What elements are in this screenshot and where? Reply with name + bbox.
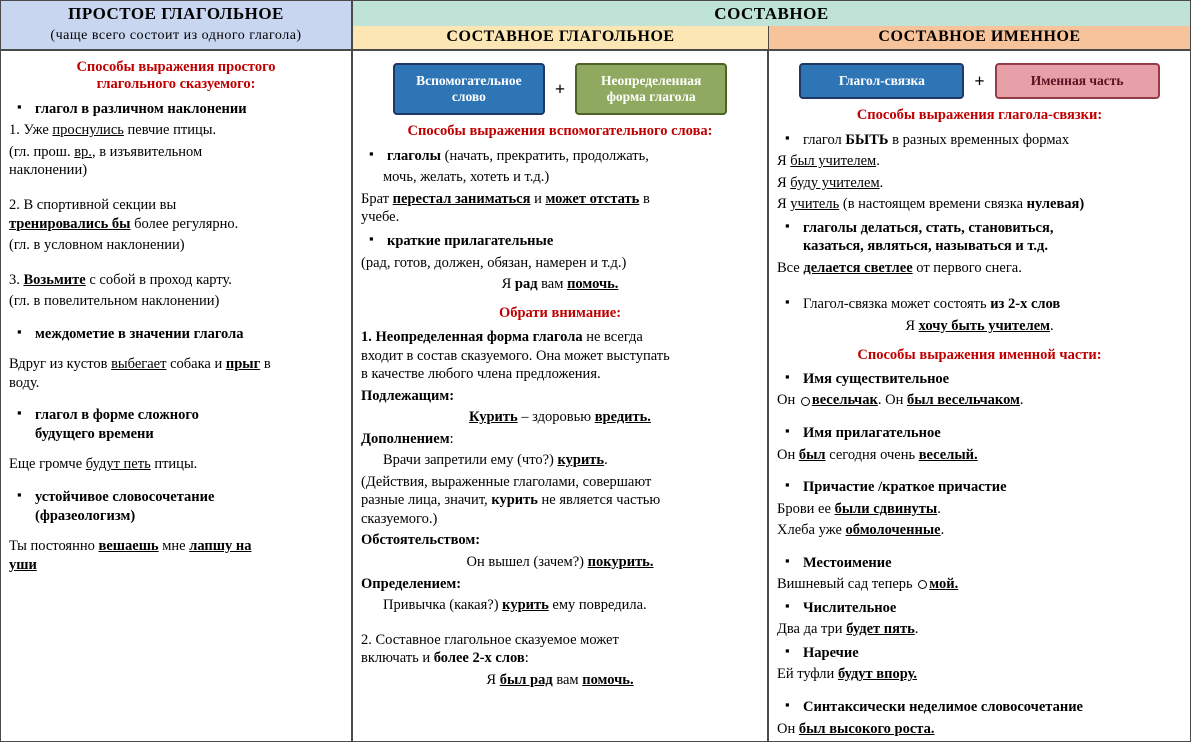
col3-nom-4-example: Вишневый сад теперь мой. — [777, 576, 959, 593]
col1-example-3-note: (гл. в повелительном наклонении) — [9, 293, 220, 310]
col1-example-1: 1. Уже проснулись певчие птицы. — [9, 122, 217, 139]
circle-marker-icon-2 — [918, 580, 927, 589]
col2-note-1: 1. Неопределенная форма глагола не всегда входит в состав сказуемого. Она может выступать в качестве любого члена предложения. — [361, 328, 670, 383]
header-compound-verbal: СОСТАВНОЕ ГЛАГОЛЬНОЕ — [352, 26, 768, 50]
col3-nom-3-example-1: Брови ее были сдвинуты. — [777, 500, 941, 517]
col1-example-5: Еще громче будут петь птицы. — [9, 456, 198, 473]
col3-nom-7: ▪ Синтаксически неделимое словосочетание — [777, 698, 1182, 717]
col2-role-adverbial-label: Обстоятельством: — [361, 532, 481, 549]
col1-title — [9, 59, 343, 94]
col2-formula — [361, 63, 759, 115]
col1-title-line2: глагольного сказуемого: — [96, 76, 256, 93]
header-compound-title: СОСТАВНОЕ — [352, 0, 1191, 26]
col3-nom-6-example: Ей туфли будут впору. — [777, 666, 918, 683]
col2-role-attribute-example: Привычка (какая?) курить ему повредила. — [383, 597, 647, 614]
col3-bullet-2: ▪ глаголы делаться, стать, становиться, казаться, являться, называться и т.д. — [777, 219, 1182, 256]
col3-bullet-3: ▪ Глагол-связка может состоять из 2-х слов — [777, 295, 1182, 314]
aux-word-box: Вспомогательное слово — [393, 63, 545, 115]
col2-bullet-1-line2: мочь, желать, хотеть и т.д.) — [383, 169, 550, 186]
col1-example-2: 2. В спортивной секции вы тренировались бы более регулярно. — [9, 196, 239, 232]
linking-verb-box: Глагол-связка — [799, 63, 964, 99]
col3-nom-7-example: Он был высокого роста. — [777, 720, 935, 737]
col2-note-2: 2. Составное глагольное сказуемое может включать и более 2-х слов: — [361, 631, 619, 667]
col3-bullet-1: ▪ глагол БЫТЬ в разных временных формах — [777, 131, 1182, 150]
header-simple-title: ПРОСТОЕ ГЛАГОЛЬНОЕ — [0, 0, 352, 26]
col3-example-5: Я хочу быть учителем. — [905, 317, 1054, 334]
col2-example-2: Я рад вам помочь. — [501, 276, 619, 293]
col1-example-4: Вдруг из кустов выбегает собака и прыг в воду. — [9, 356, 271, 391]
col2-bullet-1: ▪ глаголы (начать, прекратить, продолжать, — [361, 147, 759, 166]
col3-example-2: Я буду учителем. — [777, 174, 884, 191]
col3-nom-3: ▪ Причастие /краткое причастие — [777, 478, 1182, 497]
col1-bullet-4: ▪ устойчивое словосочетание (фразеологизм) — [9, 488, 343, 525]
col3-nom-2-example: Он был сегодня очень веселый. — [777, 446, 978, 463]
col2-role-object-note: (Действия, выраженные глаголами, совершают разные лица, значит, курить не является частью сказуемого.) — [361, 473, 661, 527]
col1-bullet-2: ▪ междометие в значении глагола — [9, 325, 343, 344]
col2-role-adverbial-example: Он вышел (зачем?) покурить. — [466, 554, 654, 570]
col2-example-1: Брат перестал заниматься и может отстать в учебе. — [361, 190, 650, 226]
col2-note-2-example: Я был рад вам помочь. — [486, 671, 634, 688]
col2-bullet-2-note: (рад, готов, должен, обязан, намерен и т.д.) — [361, 254, 627, 271]
plus-sign: + — [554, 78, 566, 99]
col1-bullet-1: ▪ глагол в различном наклонении — [9, 100, 343, 119]
col3-title-nominal: Способы выражения именной части: — [857, 346, 1102, 363]
col2-role-object-example: Врачи запретили ему (что?) курить. — [383, 452, 608, 469]
header-grid — [0, 0, 1191, 50]
circle-marker-icon — [801, 397, 810, 406]
col3-nom-2: ▪ Имя прилагательное — [777, 424, 1182, 443]
col1-example-1-note: (гл. прош. вр., в изъявительном наклонении) — [9, 143, 203, 179]
header-compound-nominal: СОСТАВНОЕ ИМЕННОЕ — [768, 26, 1191, 50]
plus-sign-2: + — [974, 70, 985, 91]
col3-nom-1-example: Он весельчак. Он был весельчаком. — [777, 392, 1024, 409]
col3-formula — [777, 63, 1182, 99]
col3-title-link: Способы выражения глагола-связки: — [856, 107, 1103, 124]
col3-nom-3-example-2: Хлеба уже обмолоченные. — [777, 522, 945, 539]
infinitive-box: Неопределенная форма глагола — [575, 63, 727, 115]
nominal-part-box: Именная часть — [995, 63, 1160, 99]
col2-bullet-2: ▪ краткие прилагательные — [361, 232, 759, 251]
col2-role-subject-example: Курить – здоровью вредить. — [469, 409, 651, 426]
col3-nom-1: ▪ Имя существительное — [777, 370, 1182, 389]
column-compound-nominal — [768, 50, 1191, 742]
column-compound-verbal — [352, 50, 768, 742]
col3-example-3: Я учитель (в настоящем времени связка нулевая) — [777, 196, 1085, 213]
col1-example-2-note: (гл. в условном наклонении) — [9, 237, 185, 254]
col3-example-4: Все делается светлее от первого снега. — [777, 259, 1022, 276]
column-simple-verbal — [0, 50, 352, 742]
col2-role-object-label: Дополнением: — [361, 430, 454, 447]
col3-nom-5: ▪ Числительное — [777, 599, 1182, 618]
col3-nom-4: ▪ Местоимение — [777, 554, 1182, 573]
col1-title-line1: Способы выражения простого — [76, 59, 276, 75]
col2-role-attribute-label: Определением: — [361, 575, 462, 592]
header-simple-subtitle: (чаще всего состоит из одного глагола) — [0, 26, 352, 50]
col2-role-subject-label: Подлежащим: — [361, 387, 455, 404]
col3-nom-6: ▪ Наречие — [777, 644, 1182, 663]
col1-example-6: Ты постоянно вешаешь мне лапшу на уши — [9, 538, 252, 573]
col1-bullet-3: ▪ глагол в форме сложного будущего времени — [9, 406, 343, 443]
body-grid — [0, 50, 1191, 742]
col3-nom-5-example: Два да три будет пять. — [777, 621, 919, 638]
col3-example-1: Я был учителем. — [777, 153, 880, 170]
col2-attention-title: Обрати внимание: — [498, 304, 622, 321]
col2-title: Способы выражения вспомогательного слова: — [407, 123, 713, 140]
col1-example-3: 3. Возьмите с собой в проход карту. — [9, 271, 232, 288]
